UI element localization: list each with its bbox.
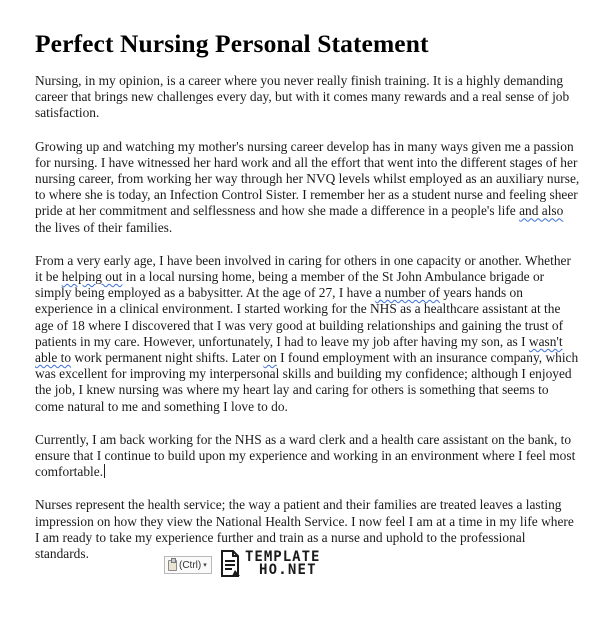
paragraph-text: Currently, I am back working for the NHS as a ward clerk and a health care assistant on the bank, to ensure that I continue to build upon my experience and working in an environment where I feel most comfortable.	[35, 431, 576, 480]
paragraph-text: years hands on experience in a clinical environment. I started working for the NHS as a healthcare assistant at the age of 18 where I discovered that I was very good at building relationships and gaining the trust of patients in my care. However, unfortunately, I had to leave my job after having my son, as I	[35, 285, 564, 349]
paragraph-current[interactable]	[35, 432, 580, 481]
paragraph-intro: Nursing, in my opinion, is a career where you never really finish training. It is a highly demanding career that brings new challenges every day, but with it comes many rewards and a real sense of job satisfaction.	[35, 73, 570, 121]
paste-options-label: (Ctrl)	[179, 559, 202, 571]
paragraph-text: the lives of their families.	[35, 219, 173, 235]
paragraph-text: in a local nursing home, being a member of the St John Ambulance brigade or simply being employed as a babysitter. At the age of 27, I have	[35, 269, 545, 301]
grammar-flag[interactable]: a number of	[375, 285, 440, 301]
document-page	[35, 26, 580, 579]
paragraph-text: work permanent night shifts. Later	[71, 350, 264, 366]
paragraph-text: I found employment with an insurance company, which was excellent for improving my interpersonal skills and building my confidence; although I enjoyed the job, I knew nursing was where my heart lay and caring for others is something that seems to come natural to me and something I love to do.	[35, 350, 579, 414]
template-document-icon	[219, 549, 241, 579]
text-cursor	[104, 464, 105, 478]
grammar-flag[interactable]: wasn't able to	[35, 333, 563, 366]
clipboard-icon	[168, 560, 177, 571]
paragraph-text: From a very early age, I have been involved in caring for others in one capacity or another. Whether it be	[35, 252, 571, 285]
paragraph-mother	[35, 139, 580, 236]
paste-options-button[interactable]	[164, 556, 212, 574]
paragraph-experience	[35, 253, 580, 415]
chevron-down-icon: ▾	[203, 562, 207, 569]
watermark-logo	[219, 549, 320, 579]
grammar-flag[interactable]: and also	[519, 203, 564, 219]
document-title: Perfect Nursing Personal Statement	[35, 29, 429, 58]
grammar-flag[interactable]: on	[263, 350, 277, 366]
paragraph-closing: Nurses represent the health service; the way a patient and their families are treated leaves a lasting impression on how they view the National Health Service. I now feel I am at a time in my life where I am ready to take my experience further and train as a nurse and uphold to the professional standards.	[35, 497, 574, 562]
watermark-line-1: TEMPLATE	[245, 549, 321, 565]
watermark-line-2: HO.NET	[259, 562, 317, 578]
grammar-flag[interactable]: helping out	[61, 269, 123, 285]
paragraph-text: Growing up and watching my mother's nursing career develop has in many ways given me a passion for nursing. I have witnessed her hard work and all the effort that went into the different stages of her nursing career, from working her way through her NVQ levels whilst employed as an auxiliary nurse, to where she is today, an Infection Control Sister. I remember her as a student nurse and feeling sheer pride at her commitment and selflessness and how she made a difference in a people's life	[35, 138, 580, 219]
